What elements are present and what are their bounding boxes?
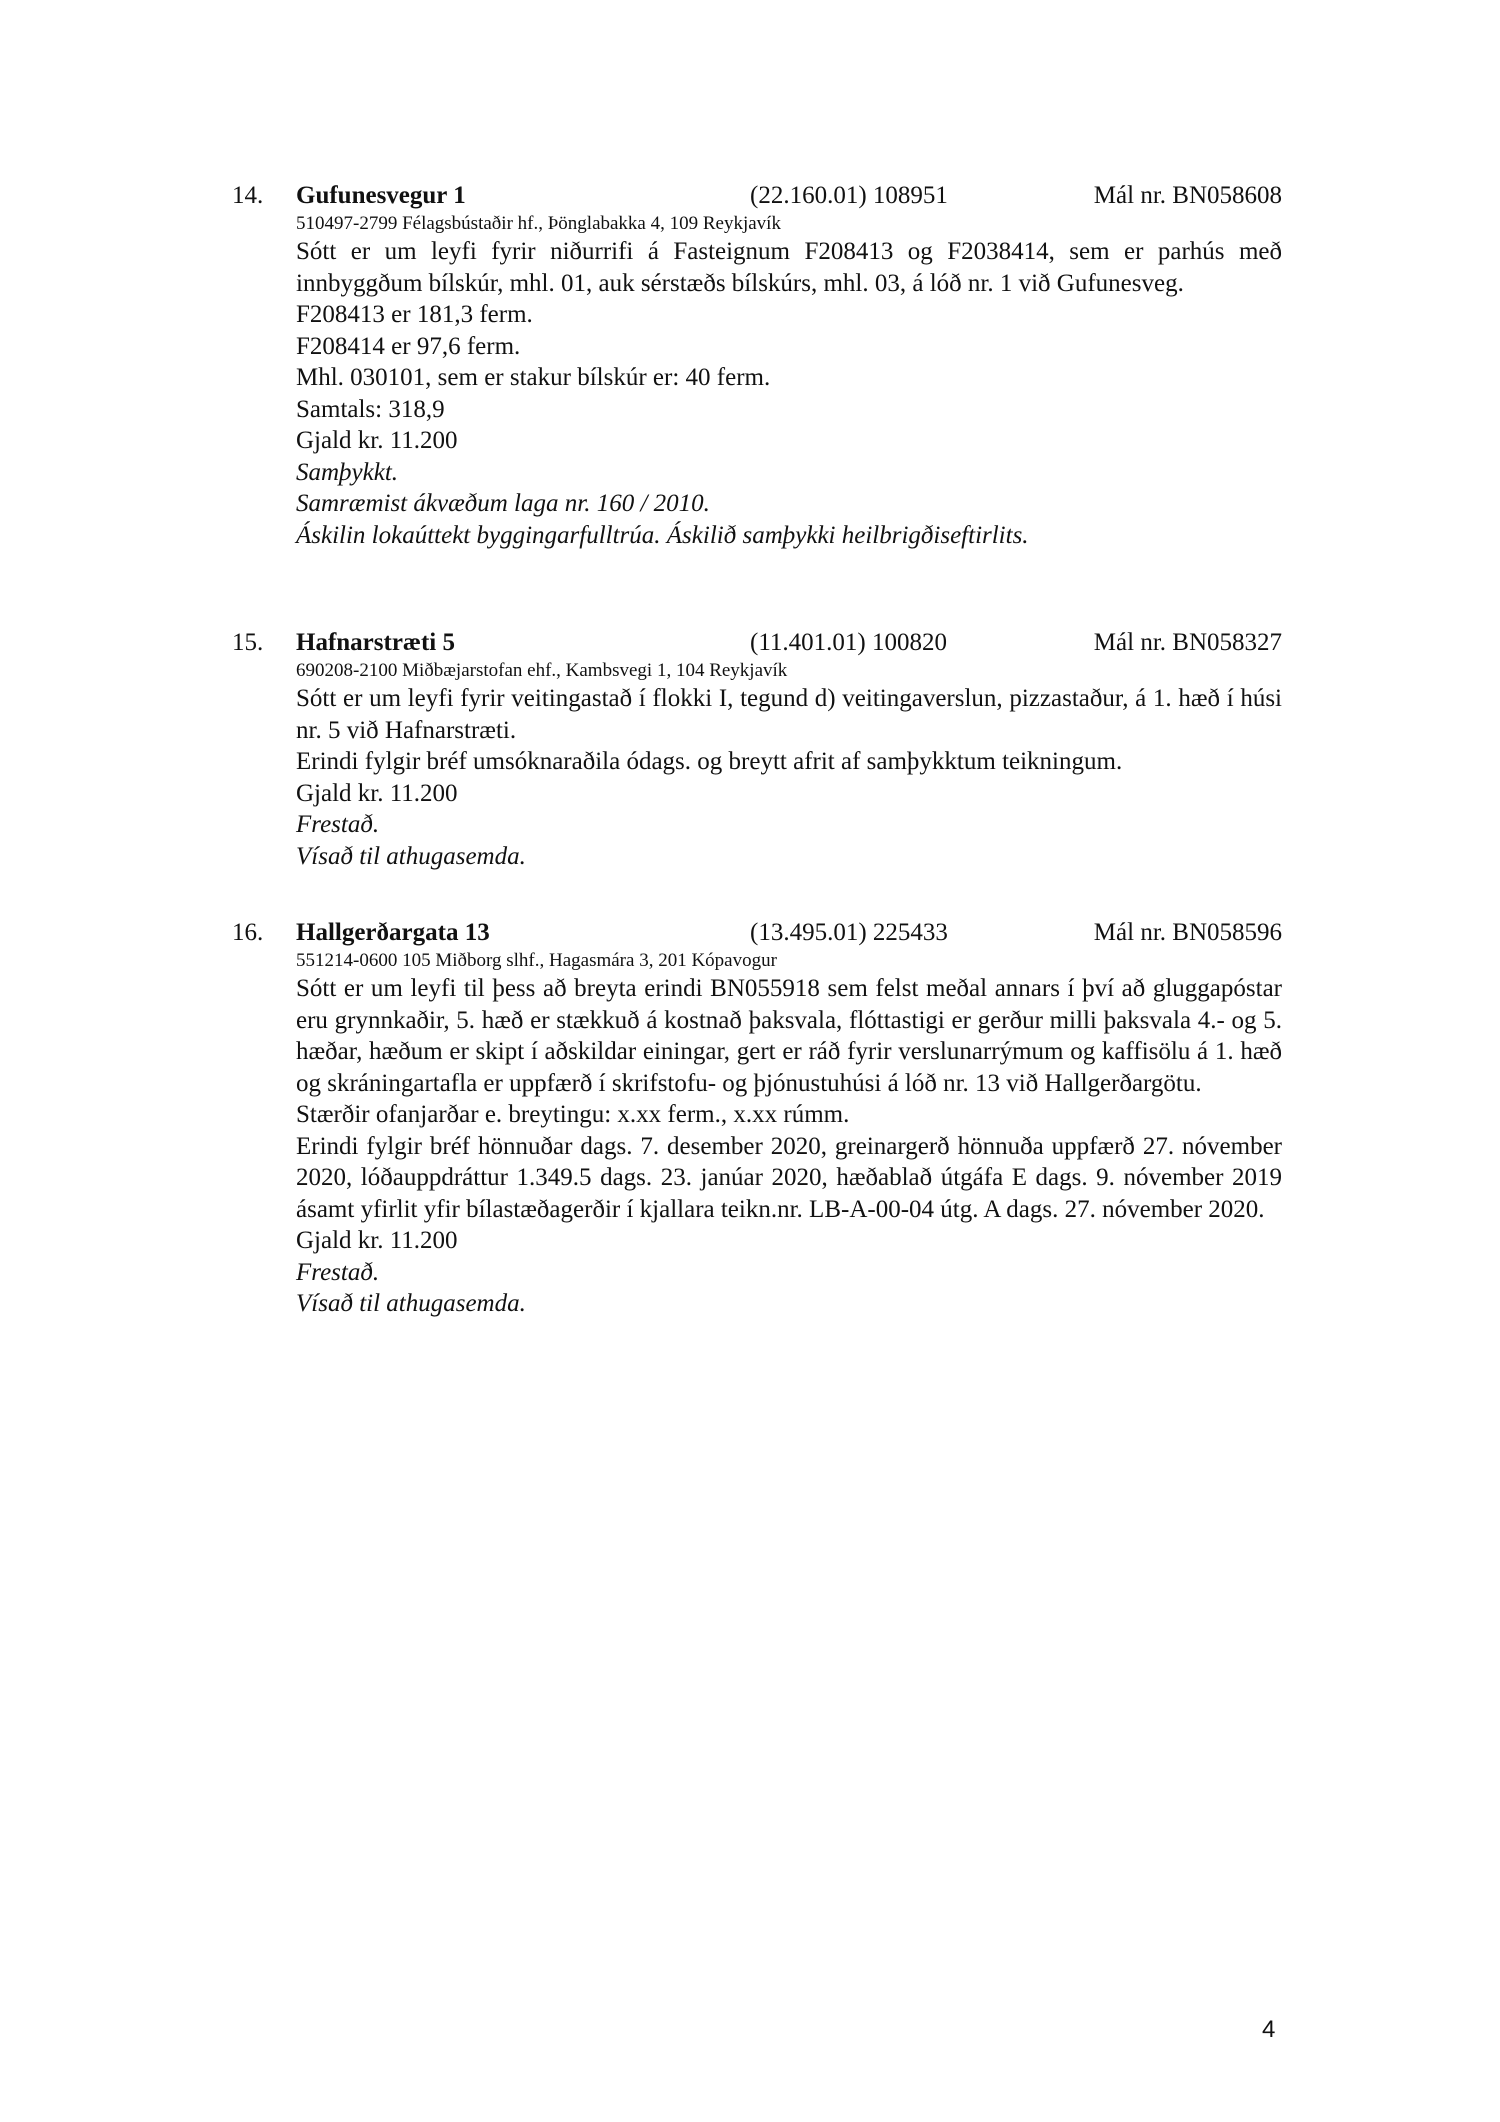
entry-address: Gufunesvegur 1: [296, 182, 466, 209]
entry-body: [296, 659, 1282, 872]
entry-description: Sótt er um leyfi fyrir niðurrifi á Fasteignum F208413 og F2038414, sem er parhús með innbyggðum bílskúr, mhl. 01, auk sérstæðs bílskúrs, mhl. 03, á lóð nr. 1 við Gufunesveg.: [296, 238, 1282, 297]
entry-header: [232, 917, 1282, 949]
entry-description: Sótt er um leyfi til þess að breyta erindi BN055918 sem felst meðal annars í því að gluggapóstar eru grynnkaðir, 5. hæð er stækkuð á kostnað þaksvala, flóttastigi er gerður milli þaksvala 4.- og 5. hæðar, hæðum er skipt í aðskildar einingar, gert er ráð fyrir verslunarrýmum og kaffisölu á 1. hæð og skráningartafla er uppfærð í skrifstofu- og þjónustuhúsi á lóð nr. 13 við Hallgerðargötu.: [296, 975, 1282, 1097]
entry-body: [296, 949, 1282, 1320]
entry-address: Hafnarstræti 5: [296, 629, 455, 656]
entry-14: [232, 180, 1282, 551]
entry-decision: Samræmist ákvæðum laga nr. 160 / 2010.: [296, 490, 710, 517]
entry-applicant: 551214-0600 105 Miðborg slhf., Hagasmára 3, 201 Kópavogur: [296, 950, 777, 971]
entry-line: Samtals: 318,9: [296, 395, 445, 423]
entry-case-number: Mál nr. BN058608: [1093, 182, 1282, 209]
entry-decision: Samþykkt.: [296, 458, 399, 486]
entry-land-code: (11.401.01) 100820: [750, 629, 947, 656]
entry-case-number: Mál nr. BN058327: [1093, 629, 1282, 656]
page-number: 4: [1262, 2016, 1276, 2043]
entry-line: Erindi fylgir bréf umsóknaraðila ódags. og breytt afrit af samþykktum teikningum.: [296, 748, 1123, 775]
entry-line: F208414 er 97,6 ferm.: [296, 332, 521, 360]
entry-header: [232, 180, 1282, 212]
entry-number: 16.: [232, 919, 264, 946]
entry-land-code: (13.495.01) 225433: [750, 919, 948, 946]
entry-header: [232, 627, 1282, 659]
entry-fee: Gjald kr. 11.200: [296, 427, 458, 454]
entry-applicant: 510497-2799 Félagsbústaðir hf., Þönglabakka 4, 109 Reykjavík: [296, 213, 781, 234]
entry-decision: Vísað til athugasemda.: [296, 842, 526, 870]
entry-decision: Vísað til athugasemda.: [296, 1290, 526, 1317]
entry-attachments: Erindi fylgir bréf hönnuðar dags. 7. desember 2020, greinargerð hönnuða uppfærð 27. nóvember 2020, lóðauppdráttur 1.349.5 dags. 23. janúar 2020, hæðablað útgáfa E dags. 9. nóvember 2019 ásamt yfirlit yfir bílastæðagerðir í kjallara teikn.nr. LB-A-00-04 útg. A dags. 27. nóvember 2020.: [296, 1132, 1282, 1223]
entry-case-number: Mál nr. BN058596: [1093, 919, 1282, 946]
entry-decision: Áskilin lokaúttekt byggingarfulltrúa. Áskilið samþykki heilbrigðiseftirlits.: [296, 521, 1029, 549]
entry-land-code: (22.160.01) 108951: [750, 182, 948, 209]
entry-number: 15.: [232, 629, 264, 656]
entry-decision: Frestað.: [296, 1258, 380, 1286]
entry-number: 14.: [232, 182, 264, 209]
entry-body: [296, 212, 1282, 551]
entry-16: [232, 917, 1282, 1320]
entry-fee: Gjald kr. 11.200: [296, 779, 458, 807]
entry-address: Hallgerðargata 13: [296, 919, 490, 946]
entry-line: F208413 er 181,3 ferm.: [296, 301, 533, 328]
entry-15: [232, 627, 1282, 872]
entry-applicant: 690208-2100 Miðbæjarstofan ehf., Kambsvegi 1, 104 Reykjavík: [296, 660, 788, 681]
entry-fee: Gjald kr. 11.200: [296, 1227, 458, 1254]
entry-description: Sótt er um leyfi fyrir veitingastað í flokki I, tegund d) veitingaverslun, pizzastaður, á 1. hæð í húsi nr. 5 við Hafnarstræti.: [296, 685, 1282, 744]
entry-line: Mhl. 030101, sem er stakur bílskúr er: 40 ferm.: [296, 364, 771, 391]
entry-line: Stærðir ofanjarðar e. breytingu: x.xx ferm., x.xx rúmm.: [296, 1101, 850, 1128]
entry-decision: Frestað.: [296, 811, 380, 838]
